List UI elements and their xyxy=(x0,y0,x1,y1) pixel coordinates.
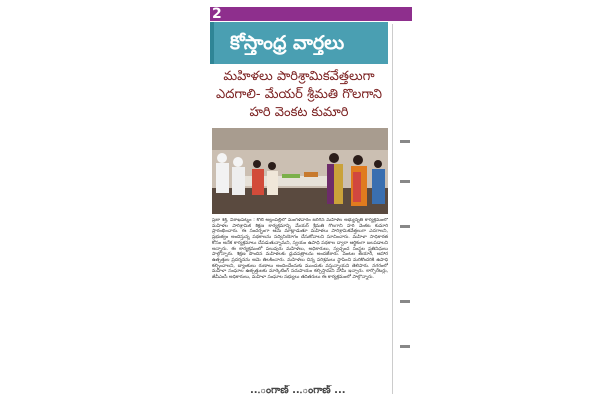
next-headline-cut: ...ంగాణ్ ...ంగాణ్ ... xyxy=(250,385,346,396)
event-photo-illustration xyxy=(212,128,388,214)
headline-line-2: ఎదగాలి- మేయర్ శ్రీమతి గొలగాని xyxy=(215,87,383,102)
adjacent-text-fragment xyxy=(400,345,410,348)
adjacent-text-fragment xyxy=(400,300,410,303)
adjacent-text-fragment xyxy=(400,225,410,228)
article-photo xyxy=(212,128,388,214)
article-headline xyxy=(210,68,388,122)
section-masthead xyxy=(210,22,388,64)
adjacent-column-edge xyxy=(392,24,415,394)
adjacent-text-fragment xyxy=(400,140,410,143)
adjacent-text-fragment xyxy=(400,180,410,183)
article-body: ప్రజా శక్తి, విశాఖపట్నం : కొటి అల్లంపల్లిలో మంగళవారం జరిగిన మహిళల అభ్యున్నతి కార్యక్రమంలో మహిళల పారిశ్రామిక శిక్షణ కార్యక్రమాన్ని మేయర్ శ్రీమతి గొలగాని హరి వెంకట కుమారి ప్రారంభించారు. ఈ సందర్భంగా ఆమె మాట్లాడుతూ మహిళలు పారిశ్రామికవేత్తలుగా ఎదగాలని, ప్రభుత్వం అందిస్తున్న పథకాలను సద్వినియోగం చేసుకోవాలని సూచించారు. మహిళా సాధికారత కోసం అనేక కార్యక్రమాలు చేపడుతున్నామని, స్వయం ఉపాధి పథకాల ద్వారా ఆర్థికంగా బలపడాలని అన్నారు. ఈ కార్యక్రమంలో పలువురు మహిళలు, అధికారులు, స్వచ్ఛంద సంస్థల ప్రతినిధులు పాల్గొన్నారు. శిక్షణ పొందిన మహిళలకు ధ్రువపత్రాలను అందజేశారు. వంటల తయారీ, ఆహార ఉత్పత్తుల ప్రదర్శనను ఆమె తిలకించారు. మహిళలు చిన్న పరిశ్రమలు స్థాపించి మరికొందరికి ఉపాధి కల్పించాలని, బ్యాంకులు రుణాలు అందించేందుకు ముందుకు వస్తున్నాయని తెలిపారు. నగరంలో మహిళా సంఘాల ఉత్పత్తులకు మార్కెటింగ్ సదుపాయం కల్పిస్తామని హామీ ఇచ్చారు. కార్పొరేటర్లు, జీవీఎంసీ అధికారులు, మహిళా సంఘాల సభ్యులు తదితరులు ఈ కార్యక్రమంలో పాల్గొన్నారు. xyxy=(212,218,388,281)
headline-line-1: మహిళలు పారిశ్రామికవేత్తలుగా xyxy=(223,69,375,84)
page-header-strip xyxy=(210,7,412,21)
page-number: 2 xyxy=(212,6,222,22)
headline-line-3: హరి వెంకట కుమారి xyxy=(249,105,349,120)
section-title: కోస్తాంధ్ర వార్తలు xyxy=(230,32,345,54)
